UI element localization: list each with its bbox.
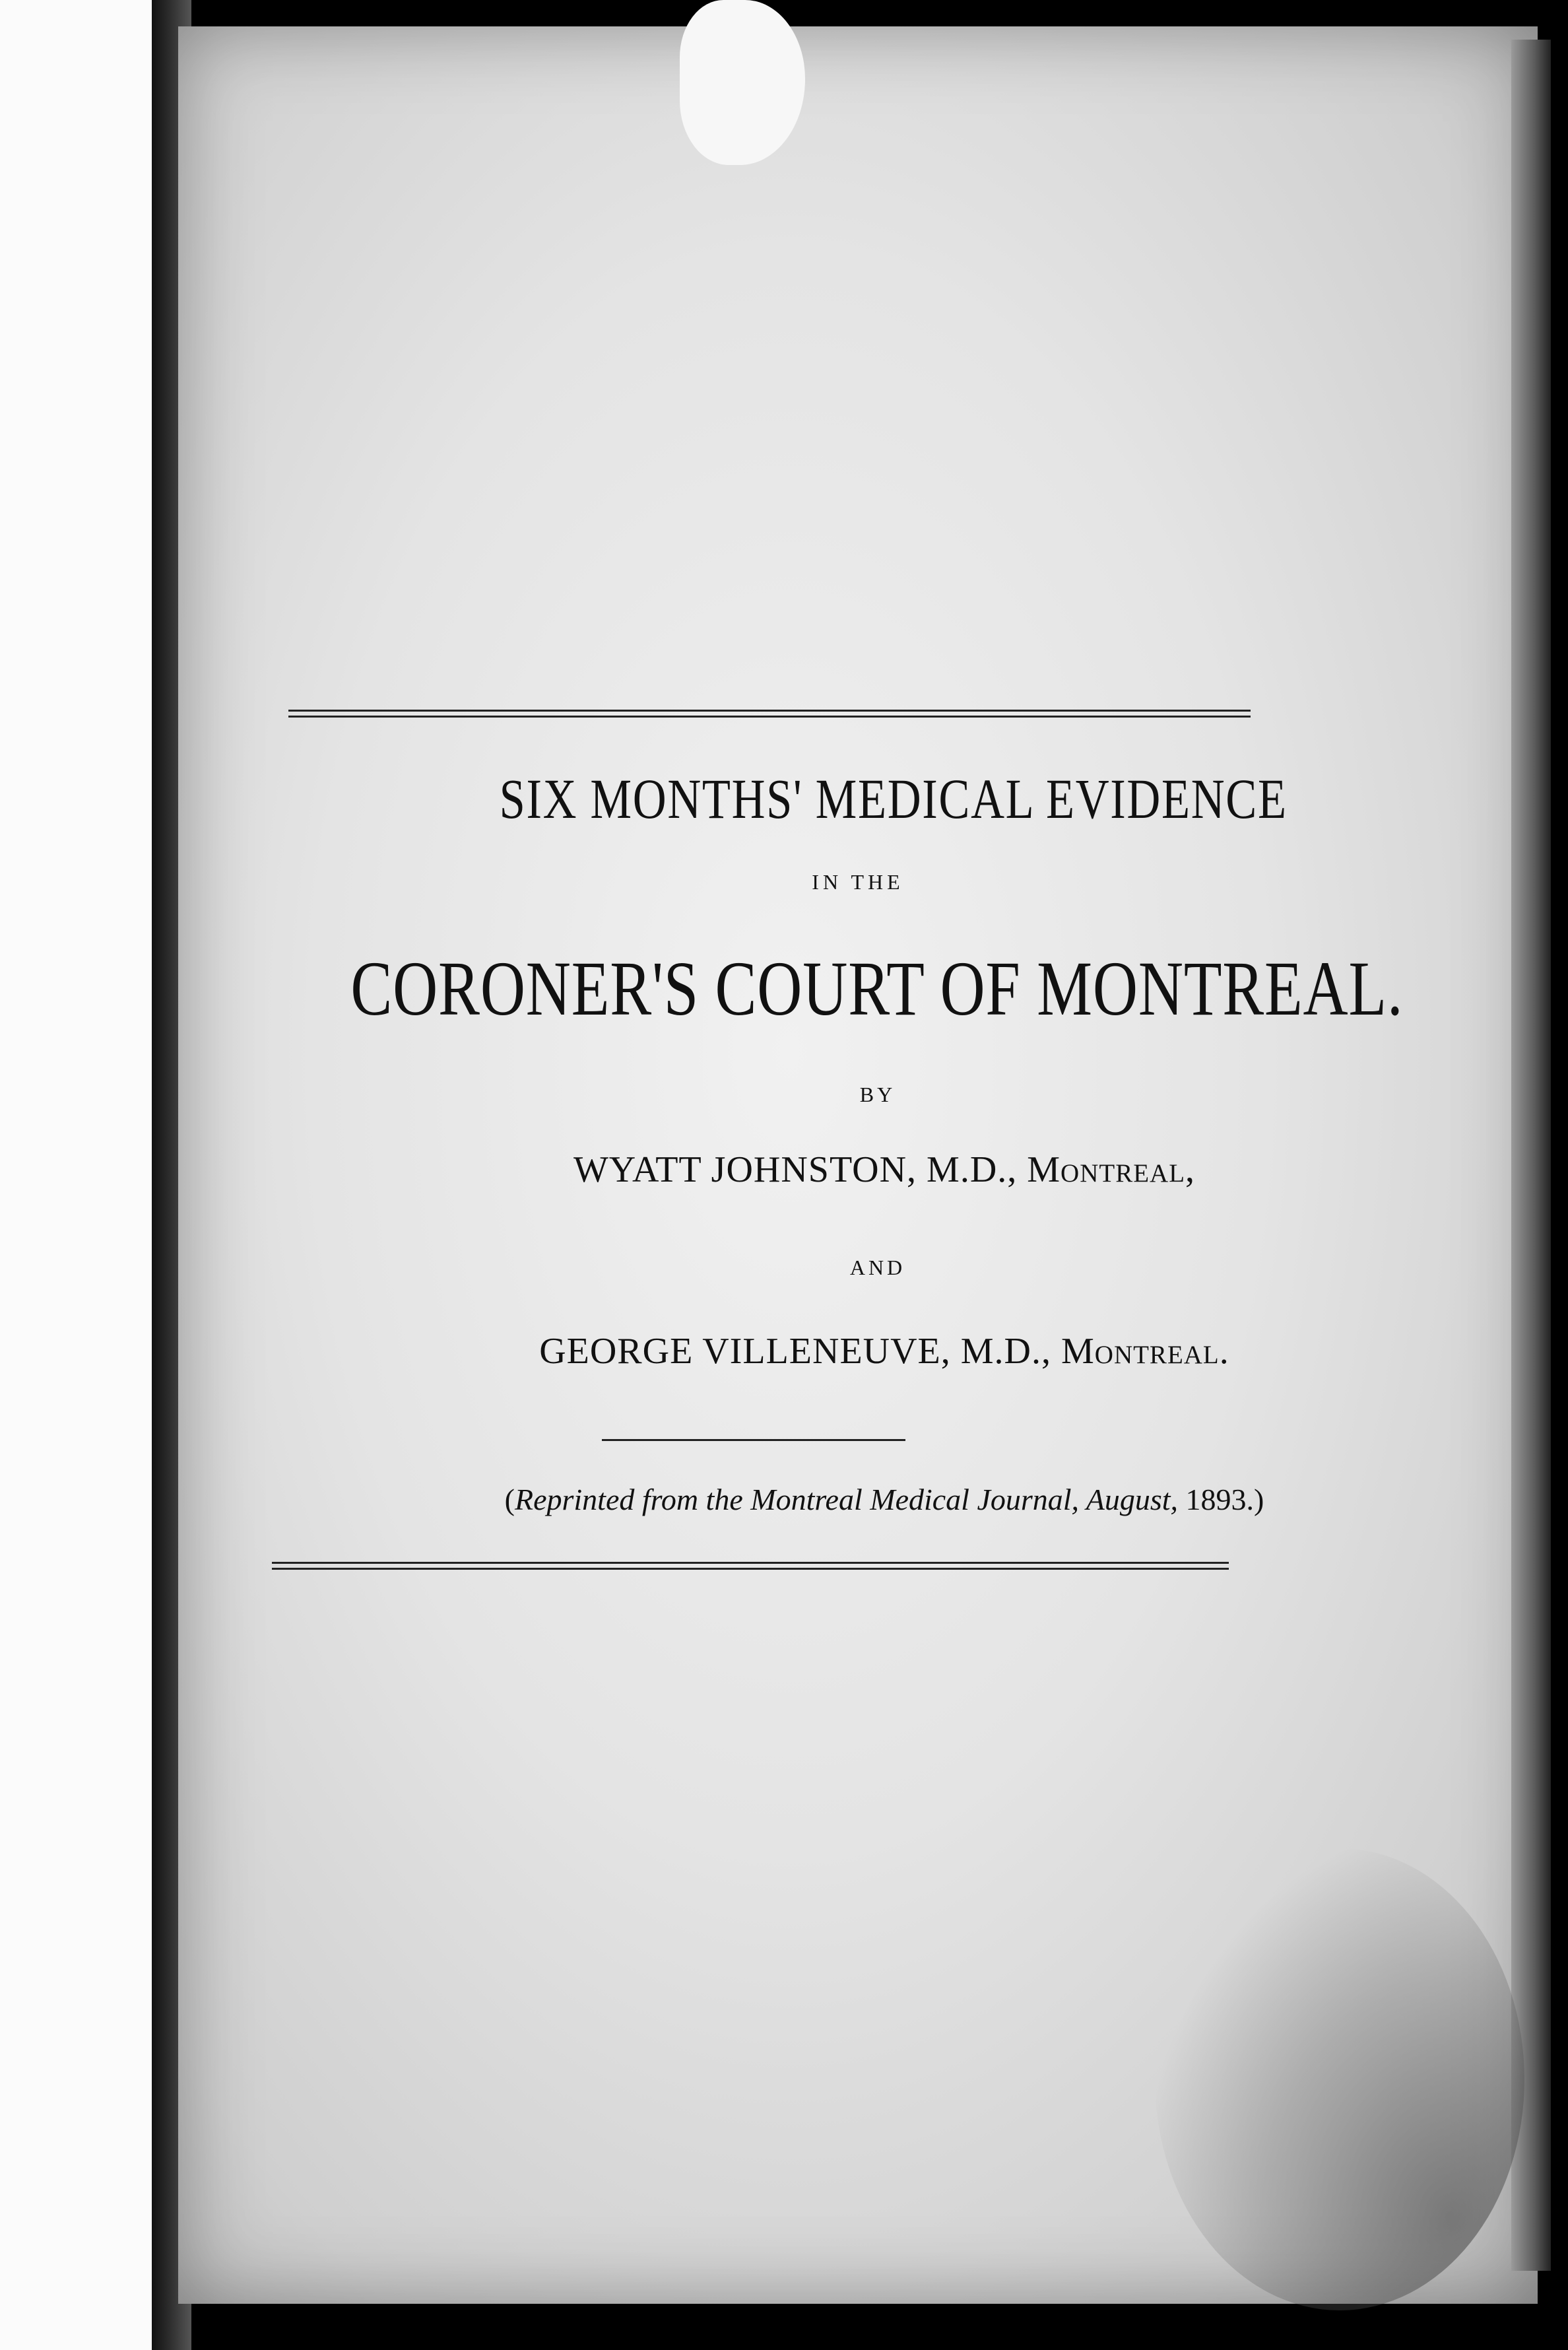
reprint-year: 1893.): [1178, 1483, 1264, 1516]
author-1: [178, 1149, 1564, 1191]
short-rule: [602, 1439, 905, 1441]
author-2-name: GEORGE VILLENEUVE, M.D.,: [539, 1331, 1061, 1372]
title-line-1: SIX MONTHS' MEDICAL EVIDENCE: [499, 767, 1288, 830]
author-2-place: Montreal.: [1061, 1331, 1229, 1372]
reprint-note: [178, 1482, 1564, 1517]
author-1-place: Montreal,: [1027, 1149, 1196, 1190]
reprint-open-paren: (: [504, 1483, 515, 1516]
water-stain: [1155, 1848, 1524, 2310]
connector-in-the: IN THE: [812, 870, 904, 894]
title-line-2: CORONER'S COURT OF MONTREAL.: [350, 945, 1404, 1032]
author-2: [178, 1330, 1564, 1372]
reprint-source: Reprinted from the Montreal Medical Journal, August,: [514, 1483, 1179, 1516]
double-rule-top: [288, 710, 1251, 718]
double-rule-bottom: [272, 1562, 1229, 1570]
connector-by: BY: [859, 1083, 896, 1106]
connector-and: AND: [849, 1256, 906, 1279]
author-1-name: WYATT JOHNSTON, M.D.,: [573, 1149, 1028, 1190]
scan-left-margin: [0, 0, 152, 2350]
